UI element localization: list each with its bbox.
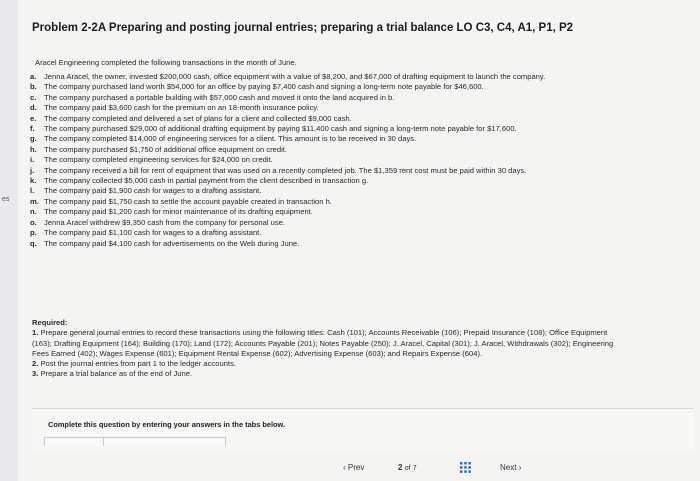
question-page	[18, 0, 700, 481]
transaction-list	[28, 72, 618, 249]
side-label: es	[2, 196, 10, 203]
transaction-letter: g.	[30, 134, 37, 144]
transaction-letter: i.	[30, 155, 35, 165]
chevron-left-icon: ‹	[343, 463, 346, 472]
transaction-item	[28, 134, 618, 144]
transaction-letter: e.	[30, 113, 37, 123]
transaction-letter: a.	[30, 72, 37, 81]
answer-tab[interactable]	[45, 438, 104, 446]
grid-icon[interactable]	[460, 462, 471, 473]
transaction-letter: p.	[30, 228, 37, 238]
transaction-letter: o.	[30, 217, 37, 227]
transaction-item	[28, 124, 618, 134]
transaction-letter: m.	[30, 196, 39, 206]
transaction-letter: b.	[30, 82, 37, 92]
transaction-item	[28, 239, 618, 249]
transaction-letter: d.	[30, 103, 37, 113]
transaction-item	[28, 166, 618, 176]
prev-button[interactable]: ‹ Prev	[343, 463, 365, 472]
transaction-item	[28, 145, 618, 155]
transaction-text: The company received a bill for rent of equipment that was used on a recently completed job. The $1,359 rent cost must be paid within 30 days.	[44, 165, 527, 175]
page-indicator: 2 of 7	[398, 463, 417, 472]
transaction-text: The company purchased land worth $54,000 for an office by paying $7,400 cash and signing a long-term note payable for $46,600.	[44, 82, 484, 92]
transaction-letter: f.	[30, 124, 35, 134]
transaction-text: The company collected $5,000 cash in partial payment from the client described in transaction g.	[44, 176, 369, 186]
transaction-item	[28, 93, 618, 103]
transaction-text: The company paid $1,900 cash for wages to a drafting assistant.	[44, 186, 262, 196]
transaction-item	[28, 114, 618, 124]
complete-instruction: Complete this question by entering your answers in the tabs below.	[48, 420, 286, 429]
chevron-right-icon: ›	[518, 463, 522, 472]
transaction-item	[28, 207, 618, 217]
transaction-text: The company paid $1,200 cash for minor maintenance of its drafting equipment.	[44, 207, 313, 217]
transaction-text: The company purchased a portable building with $57,000 cash and moved it onto the land acquired in b.	[44, 92, 395, 102]
intro-text: Aracel Engineering completed the following transactions in the month of June.	[35, 58, 297, 67]
transaction-text: The company paid $3,600 cash for the premium on an 18-month insurance policy.	[44, 103, 319, 113]
transaction-item	[28, 186, 618, 196]
transaction-letter: j.	[30, 165, 35, 175]
transaction-letter: h.	[30, 144, 37, 154]
transaction-text: The company completed engineering services for $24,000 on credit.	[44, 155, 273, 165]
transaction-item	[28, 82, 618, 92]
transaction-text: The company purchased $29,000 of additional drafting equipment by paying $11,400 cash and signing a long-term note payable for $17,600.	[44, 124, 517, 134]
transaction-text: The company paid $4,100 cash for advertisements on the Web during June.	[44, 238, 300, 248]
transaction-item	[28, 155, 618, 165]
answer-tabs[interactable]	[44, 437, 226, 446]
transaction-item	[28, 228, 618, 238]
required-step-1: 1. Prepare general journal entries to record these transactions using the following titles: Cash (101); Accounts Receivable (106); Prepaid Insurance (108); Office Equipment (163); Drafting Equipment (164); Building (170); Land (172); Accounts Payable (201); Notes Payable (250); J. Aracel, Capital (301); J. Aracel, Withdrawals (302); Engineering Fees Earned (402); Wages Expense (601); Equipment Rental Expense (602); Advertising Expense (603); and Repairs Expense (604).	[32, 328, 614, 358]
transaction-letter: c.	[30, 92, 37, 102]
transaction-letter: n.	[30, 207, 37, 217]
transaction-letter: q.	[30, 238, 37, 248]
next-button[interactable]: Next ›	[500, 463, 522, 472]
transaction-letter: l.	[30, 186, 35, 196]
transaction-text: The company paid $1,750 cash to settle the account payable created in transaction h.	[44, 196, 332, 206]
transaction-text: The company completed and delivered a set of plans for a client and collected $9,000 cash.	[44, 113, 352, 123]
required-section	[32, 318, 622, 380]
transaction-item	[28, 197, 618, 207]
transaction-item	[28, 103, 618, 113]
transaction-text: Jenna Aracel, the owner, invested $200,000 cash, office equipment with a value of $8,200, and $67,000 of drafting equipment to launch the company.	[44, 72, 546, 81]
transaction-item	[28, 218, 618, 228]
transaction-letter: k.	[30, 176, 37, 186]
required-heading: Required:	[32, 318, 68, 327]
required-step-2: 2. Post the journal entries from part 1 to the ledger accounts.	[32, 359, 236, 369]
problem-title: Problem 2-2A Preparing and posting journal entries; preparing a trial balance LO C3, C4, A1, P1, P2	[32, 22, 574, 34]
transaction-text: The company paid $1,100 cash for wages to a drafting assistant.	[44, 228, 262, 238]
transaction-item	[28, 72, 618, 82]
transaction-text: The company purchased $1,750 of additional office equipment on credit.	[44, 144, 288, 154]
transaction-text: The company completed $14,000 of engineering services for a client. This amount is to be received in 30 days.	[44, 134, 417, 144]
transaction-item	[28, 176, 618, 186]
transaction-text: Jenna Aracel withdrew $9,350 cash from the company for personal use.	[44, 217, 286, 227]
required-step-3: 3. Prepare a trial balance as of the end of June.	[32, 369, 193, 379]
